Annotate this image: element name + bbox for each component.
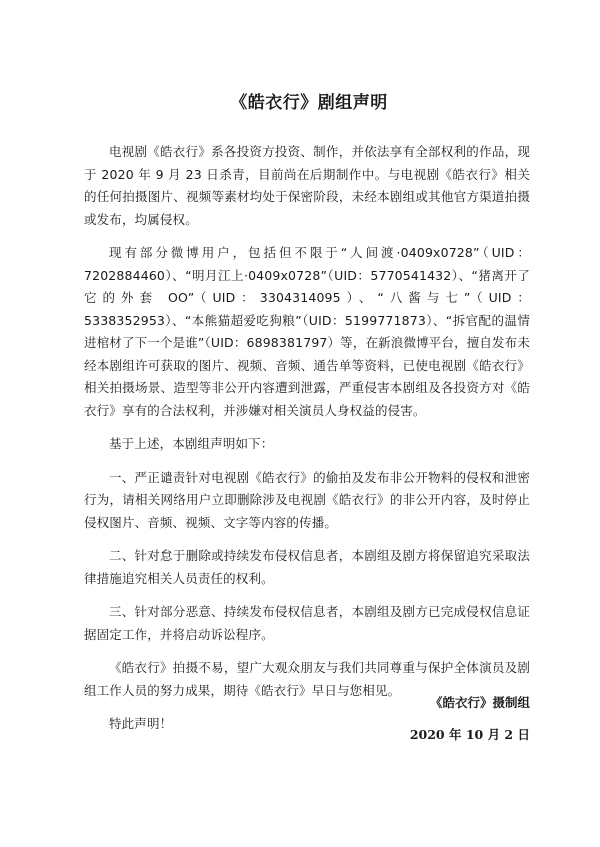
paragraph-item-three: 三、针对部分恶意、持续发布侵权信息者，本剧组及剧方已完成侵权信息证据固定工作，并将启动诉讼程序。: [84, 604, 530, 642]
signature-organization: 《皓衣行》摄制组: [429, 695, 530, 710]
paragraph-item-one: 一、严正谴责针对电视剧《皓衣行》的偷拍及发布非公开物料的侵权和泄密行为，请相关网络用户立即删除涉及电视剧《皓衣行》的非公开内容，及时停止侵权图片、音频、视频、文字等内容的传播。: [84, 469, 530, 530]
paragraph-infringement: 现有部分微博用户，包括但不限于“人间渡·0409x0728”（UID：7202884460）、“明月江上·0409x0728”（UID：5770541432）、“猪离开了它的外套 OO”（UID：3304314095）、“八酱与七”（UID：5338352953）、“本熊猫超爱吃狗粮”（UID：5199771873）、“拆官配的温情进棺材了下一个是谁”（UID：6898381797）等，在新浪微博平台，擅自发布未经本剧组许可获取的图片、视频、音频、通告单等资料，已使电视剧《皓衣行》相关拍摄场景、造型等非公开内容遭到泄露，严重侵害本剧组及各投资方对《皓衣行》享有的合法权利，并涉嫌对相关演员人身权益的侵害。: [84, 245, 530, 418]
paragraph-closing: 《皓衣行》拍摄不易，望广大观众朋友与我们共同尊重与保护全体演员及剧组工作人员的努力成果，期待《皓衣行》早日与您相见。: [84, 660, 530, 698]
paragraph-intro: 电视剧《皓衣行》系各投资方投资、制作，并依法享有全部权利的作品，现于 2020 年 9 月 23 日杀青，目前尚在后期制作中。与电视剧《皓衣行》相关的任何拍摄图片、视频等素材均处于保密阶段，未经本剧组或其他官方渠道拍摄或发布，均属侵权。: [84, 144, 530, 227]
signature-date: 2020 年 10 月 2 日: [409, 727, 530, 742]
paragraph-hereby: 特此声明！: [109, 716, 173, 731]
paragraph-item-two: 二、针对怠于删除或持续发布侵权信息者，本剧组及剧方将保留追究采取法律措施追究相关人员责任的权利。: [84, 548, 530, 586]
page-title: 《皓衣行》剧组声明: [230, 93, 388, 113]
paragraph-declaration-lead: 基于上述，本剧组声明如下：: [109, 436, 274, 451]
